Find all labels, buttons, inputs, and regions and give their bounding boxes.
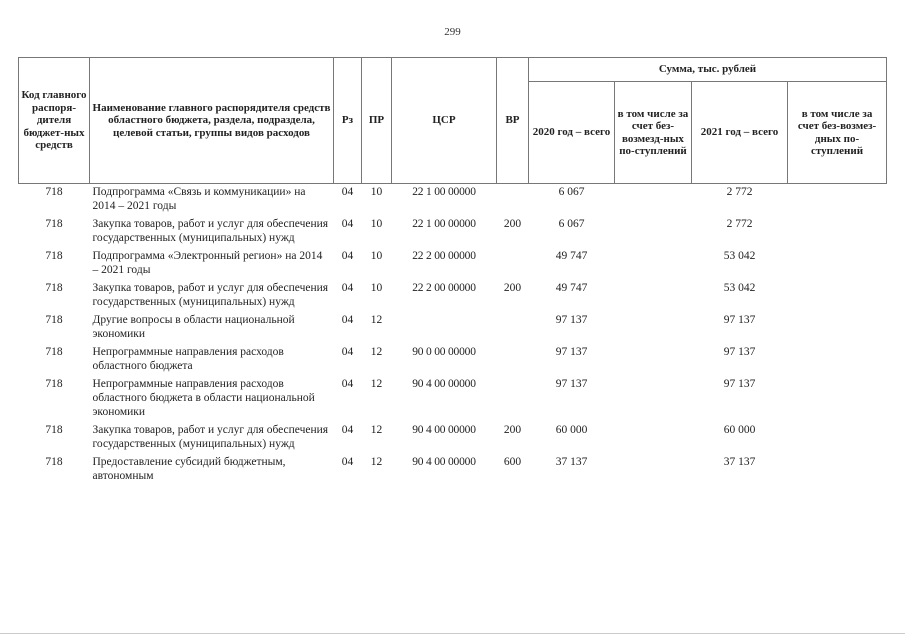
cell-2020-grants — [615, 454, 692, 486]
cell-2020-grants — [615, 184, 692, 217]
cell-code: 718 — [45, 346, 63, 358]
cell-code: 718 — [45, 218, 63, 230]
cell-csr: 22 2 00 00000 — [412, 250, 476, 262]
cell-2020-grants — [615, 248, 692, 280]
header-2021-total: 2021 год – всего — [692, 82, 788, 184]
cell-vr — [497, 184, 529, 217]
table-row — [19, 184, 887, 217]
cell-2021-total: 97 137 — [723, 346, 756, 358]
table-row — [19, 216, 887, 248]
cell-code: 718 — [45, 456, 63, 468]
cell-csr: 90 4 00 00000 — [412, 378, 476, 390]
cell-2021-total: 2 772 — [726, 218, 753, 230]
cell-2021-grants — [788, 422, 887, 454]
cell-pr: 10 — [370, 218, 383, 230]
cell-2020-grants — [615, 422, 692, 454]
cell-2020-total: 49 747 — [555, 282, 588, 294]
budget-table — [18, 57, 887, 486]
table-row — [19, 280, 887, 312]
cell-name: Закупка товаров, работ и услуг для обеспечения государственных (муниципальных) нужд — [92, 424, 329, 450]
cell-2021-total: 97 137 — [723, 378, 756, 390]
cell-vr — [497, 312, 529, 344]
header-pr: ПР — [362, 58, 392, 184]
header-code: Код главного распоря-дителя бюджет-ных средств — [19, 58, 90, 184]
cell-vr: 600 — [503, 456, 522, 468]
cell-csr: 22 1 00 00000 — [412, 218, 476, 230]
table-row — [19, 312, 887, 344]
cell-pr: 12 — [370, 314, 383, 326]
table-row — [19, 454, 887, 486]
cell-2021-total: 97 137 — [723, 314, 756, 326]
cell-vr — [497, 376, 529, 422]
header-name: Наименование главного распорядителя средств областного бюджета, раздела, подраздела, целевой статьи, группы видов расходов — [90, 58, 334, 184]
cell-name: Закупка товаров, работ и услуг для обеспечения государственных (муниципальных) нужд — [92, 282, 329, 308]
cell-2021-grants — [788, 312, 887, 344]
cell-csr: 90 4 00 00000 — [412, 456, 476, 468]
cell-2021-grants — [788, 216, 887, 248]
cell-rz: 04 — [341, 250, 354, 262]
cell-2021-total: 37 137 — [723, 456, 756, 468]
cell-name: Непрограммные направления расходов областного бюджета в области национальной экономики — [92, 378, 315, 418]
table-row — [19, 376, 887, 422]
cell-name: Подпрограмма «Связь и коммуникации» на 2014 – 2021 годы — [92, 186, 306, 212]
cell-2020-grants — [615, 312, 692, 344]
cell-name: Предоставление субсидий бюджетным, автономным — [92, 456, 286, 482]
cell-2020-total: 49 747 — [555, 250, 588, 262]
cell-2021-grants — [788, 344, 887, 376]
cell-2020-grants — [615, 216, 692, 248]
cell-2020-grants — [615, 280, 692, 312]
table-body — [19, 184, 887, 487]
cell-2021-total: 60 000 — [723, 424, 756, 436]
cell-csr — [392, 312, 497, 344]
cell-pr: 12 — [370, 456, 383, 468]
cell-pr: 12 — [370, 378, 383, 390]
cell-name: Другие вопросы в области национальной экономики — [92, 314, 295, 340]
header-rz: Рз — [334, 58, 362, 184]
cell-pr: 10 — [370, 186, 383, 198]
cell-code: 718 — [45, 314, 63, 326]
cell-rz: 04 — [341, 186, 354, 198]
cell-vr — [497, 248, 529, 280]
header-2020-total: 2020 год – всего — [529, 82, 615, 184]
table-row — [19, 344, 887, 376]
cell-name: Закупка товаров, работ и услуг для обеспечения государственных (муниципальных) нужд — [92, 218, 329, 244]
cell-2020-total: 6 067 — [558, 186, 585, 198]
cell-2021-grants — [788, 376, 887, 422]
cell-code: 718 — [45, 250, 63, 262]
cell-2020-total: 97 137 — [555, 378, 588, 390]
cell-code: 718 — [45, 186, 63, 198]
cell-pr: 12 — [370, 346, 383, 358]
cell-rz: 04 — [341, 424, 354, 436]
cell-2021-total: 53 042 — [723, 250, 756, 262]
cell-rz: 04 — [341, 282, 354, 294]
cell-csr: 90 4 00 00000 — [412, 424, 476, 436]
cell-rz: 04 — [341, 456, 354, 468]
header-vr: ВР — [497, 58, 529, 184]
cell-2020-total: 97 137 — [555, 346, 588, 358]
cell-2021-grants — [788, 184, 887, 217]
cell-name: Подпрограмма «Электронный регион» на 2014 – 2021 годы — [92, 250, 323, 276]
page-number: 299 — [444, 26, 461, 38]
cell-2021-total: 2 772 — [726, 186, 753, 198]
cell-rz: 04 — [341, 346, 354, 358]
cell-vr: 200 — [503, 282, 522, 294]
header-sum-group: Сумма, тыс. рублей — [529, 58, 887, 82]
bottom-rule — [0, 633, 905, 634]
table-row — [19, 248, 887, 280]
cell-2020-total: 37 137 — [555, 456, 588, 468]
table-row — [19, 422, 887, 454]
cell-2021-grants — [788, 454, 887, 486]
cell-2020-total: 6 067 — [558, 218, 585, 230]
cell-2020-grants — [615, 376, 692, 422]
cell-csr: 90 0 00 00000 — [412, 346, 476, 358]
cell-csr: 22 1 00 00000 — [412, 186, 476, 198]
cell-code: 718 — [45, 424, 63, 436]
cell-2020-grants — [615, 344, 692, 376]
header-2021-grants: в том числе за счет без-возмез-дных по-ступлений — [788, 82, 887, 184]
cell-name: Непрограммные направления расходов областного бюджета — [92, 346, 284, 372]
cell-vr: 200 — [503, 218, 522, 230]
cell-pr: 10 — [370, 282, 383, 294]
cell-pr: 12 — [370, 424, 383, 436]
cell-vr — [497, 344, 529, 376]
cell-pr: 10 — [370, 250, 383, 262]
cell-2020-total: 97 137 — [555, 314, 588, 326]
cell-2021-grants — [788, 248, 887, 280]
header-2020-grants: в том числе за счет без-возмезд-ных по-ступлений — [615, 82, 692, 184]
cell-rz: 04 — [341, 218, 354, 230]
header-csr: ЦСР — [392, 58, 497, 184]
cell-code: 718 — [45, 378, 63, 390]
cell-code: 718 — [45, 282, 63, 294]
cell-2021-total: 53 042 — [723, 282, 756, 294]
cell-2020-total: 60 000 — [555, 424, 588, 436]
cell-vr: 200 — [503, 424, 522, 436]
cell-rz: 04 — [341, 378, 354, 390]
cell-csr: 22 2 00 00000 — [412, 282, 476, 294]
cell-2021-grants — [788, 280, 887, 312]
cell-rz: 04 — [341, 314, 354, 326]
